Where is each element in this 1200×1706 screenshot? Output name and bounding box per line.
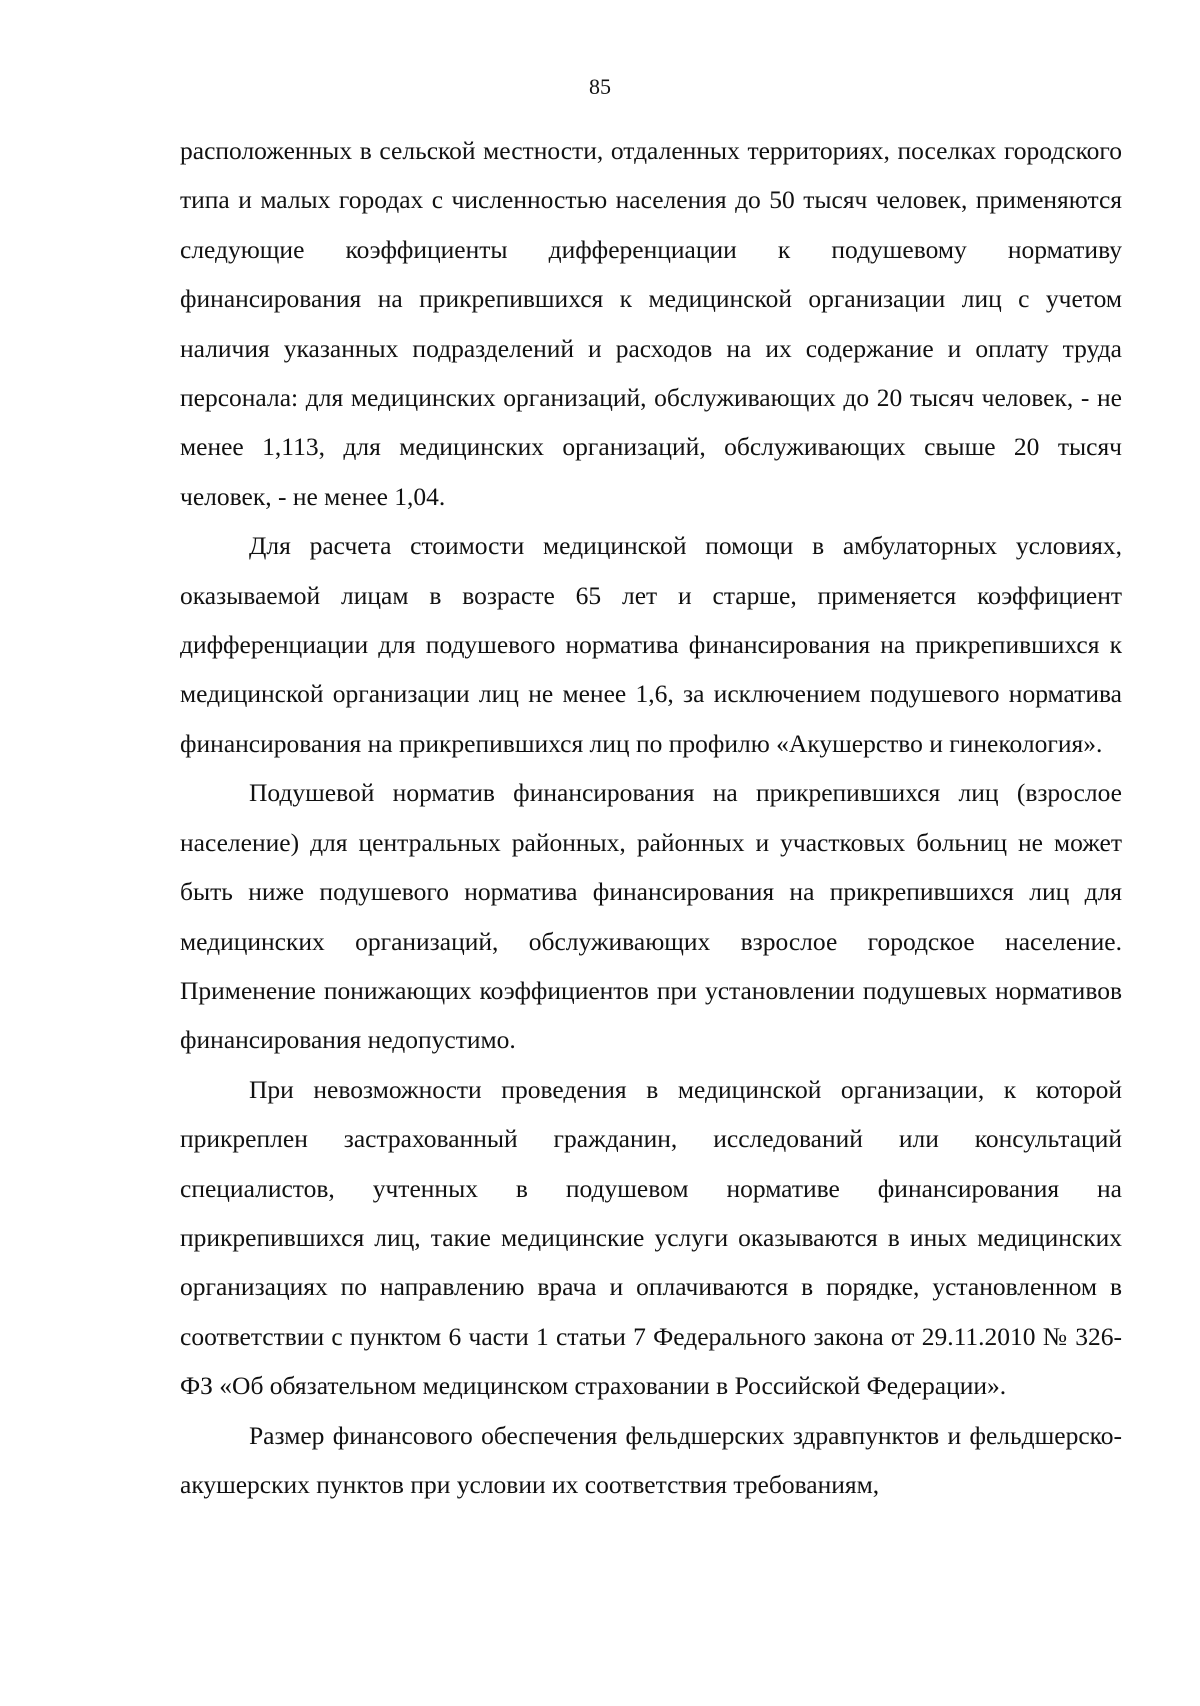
paragraph-rural-hospitals: Подушевой норматив финансирования на прикрепившихся лиц (взрослое население) для центральных районных, районных и участковых больниц не может быть ниже подушевого норматива финансирования на прикрепившихся лиц для медицинских организаций, обслуживающих взрослое городское население. Применение понижающих коэффициентов при установлении подушевых нормативов финансирования недопустимо. (180, 778, 1122, 1055)
page-number: 85 (589, 74, 611, 99)
paragraph-referral-services: При невозможности проведения в медицинской организации, к которой прикреплен застрахованный гражданин, исследований или консультаций специалистов, учтенных в подушевом нормативе финансирования на прикрепившихся лиц, такие медицинские услуги оказываются в иных медицинских организациях по направлению врача и оплачиваются в порядке, установленном в соответствии с пунктом 6 части 1 статьи 7 Федерального закона от 29.11.2010 № 326-ФЗ «Об обязательном медицинском страховании в Российской Федерации». (180, 1074, 1122, 1401)
document-body (180, 126, 1122, 1509)
paragraph-continuation: расположенных в сельской местности, отдаленных территориях, поселках городского типа и малых городах с численностью населения до 50 тысяч человек, применяются следующие коэффициенты дифференциации к подушевому нормативу финансирования на прикрепившихся к медицинской организации лиц с учетом наличия указанных подразделений и расходов на их содержание и оплату труда персонала: для медицинских организаций, обслуживающих до 20 тысяч человек, - не менее 1,113, для медицинских организаций, обслуживающих свыше 20 тысяч человек, - не менее 1,04. (180, 136, 1122, 511)
paragraph-age-coefficient: Для расчета стоимости медицинской помощи в амбулаторных условиях, оказываемой лицам в возрасте 65 лет и старше, применяется коэффициент дифференциации для подушевого норматива финансирования на прикрепившихся к медицинской организации лиц не менее 1,6, за исключением подушевого норматива финансирования на прикрепившихся лиц по профилю «Акушерство и гинекология». (180, 531, 1122, 758)
paragraph-feldsher-points: Размер финансового обеспечения фельдшерских здравпунктов и фельдшерско-акушерских пунктов при условии их соответствия требованиям, (180, 1420, 1122, 1499)
